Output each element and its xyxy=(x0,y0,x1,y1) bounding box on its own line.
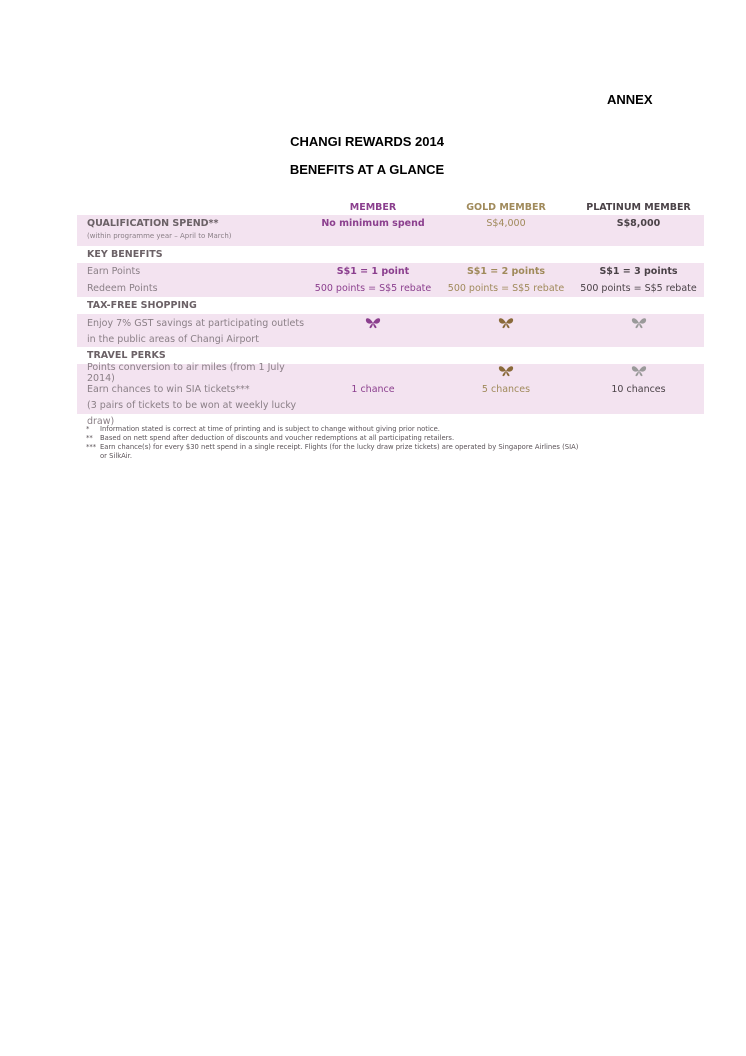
annex-label: ANNEX xyxy=(607,92,653,107)
butterfly-platinum-icon xyxy=(631,317,647,329)
earn-points-member: S$1 = 1 point xyxy=(336,266,410,277)
footnote-text: Information stated is correct at time of printing and is subject to change without giving prior notice. xyxy=(100,425,440,433)
sia-tickets-cell xyxy=(77,382,307,430)
column-gold-member: GOLD MEMBER xyxy=(466,202,546,213)
tax-free-cell xyxy=(77,316,307,348)
sia-tickets-member: 1 chance xyxy=(351,384,395,395)
title-line-1: CHANGI REWARDS 2014 xyxy=(290,134,444,149)
air-miles-gold xyxy=(439,365,573,380)
title-line-2: BENEFITS AT A GLANCE xyxy=(289,162,445,177)
qualification-platinum: S$8,000 xyxy=(616,218,661,229)
footnotes xyxy=(86,425,586,461)
column-member: MEMBER xyxy=(349,202,397,213)
air-miles-label: Points conversion to air miles (from 1 July 2014) xyxy=(87,361,285,384)
travel-heading: TRAVEL PERKS xyxy=(87,350,166,361)
tax-free-platinum xyxy=(573,317,704,332)
butterfly-gold-icon xyxy=(498,365,514,377)
redeem-points-row xyxy=(77,280,704,297)
tax-free-member xyxy=(307,317,439,332)
earn-points-label: Earn Points xyxy=(87,266,141,277)
sia-tickets-platinum: 10 chances xyxy=(611,384,666,395)
air-miles-row xyxy=(77,361,704,384)
column-platinum-member: PLATINUM MEMBER xyxy=(586,202,691,213)
tax-free-line-2: in the public areas of Changi Airport xyxy=(87,334,259,345)
tax-free-line-1: Enjoy 7% GST savings at participating outlets xyxy=(87,318,305,329)
footnote-mark: *** xyxy=(86,443,97,451)
redeem-points-platinum: 500 points = S$5 rebate xyxy=(580,283,697,294)
footnote-text: Based on nett spend after deduction of discounts and voucher redemptions at all participating retailers. xyxy=(100,434,455,442)
key-benefits-heading-row xyxy=(77,246,704,263)
butterfly-member-icon xyxy=(365,317,381,329)
footnote-mark: ** xyxy=(86,434,93,442)
earn-points-gold: S$1 = 2 points xyxy=(466,266,546,277)
redeem-points-gold: 500 points = S$5 rebate xyxy=(447,283,565,294)
benefits-table xyxy=(77,200,704,427)
footnote-1 xyxy=(86,425,586,434)
tax-free-heading-row xyxy=(77,297,704,314)
footnote-2 xyxy=(86,434,586,443)
tax-free-heading: TAX-FREE SHOPPING xyxy=(87,300,197,311)
key-benefits-heading: KEY BENEFITS xyxy=(87,249,163,260)
qualification-row xyxy=(77,215,704,246)
redeem-points-label: Redeem Points xyxy=(87,283,158,294)
footnote-text: Earn chance(s) for every $30 nett spend in a single receipt. Flights (for the lucky draw prize tickets) are operated by Singapore Airlines (SIA) or SilkAir. xyxy=(100,443,579,460)
sia-tickets-gold: 5 chances xyxy=(481,384,531,395)
redeem-points-member: 500 points = S$5 rebate xyxy=(314,283,432,294)
document-title xyxy=(0,128,746,184)
qualification-label: QUALIFICATION SPEND** xyxy=(87,218,219,229)
qualification-member: No minimum spend xyxy=(321,218,425,229)
footnote-3 xyxy=(86,443,586,461)
earn-points-row xyxy=(77,263,704,280)
earn-points-platinum: S$1 = 3 points xyxy=(599,266,678,277)
table-header-row xyxy=(77,200,704,215)
sia-tickets-row xyxy=(77,381,704,427)
qualification-gold: S$4,000 xyxy=(486,218,526,229)
qualification-cell xyxy=(77,218,307,240)
tax-free-gold xyxy=(439,317,573,332)
butterfly-gold-icon xyxy=(498,317,514,329)
sia-tickets-sublabel: (3 pairs of tickets to be won at weekly lucky draw) xyxy=(87,400,297,427)
butterfly-platinum-icon xyxy=(631,365,647,377)
footnote-mark: * xyxy=(86,425,90,433)
air-miles-platinum xyxy=(573,365,704,380)
tax-free-row xyxy=(77,314,704,347)
sia-tickets-label: Earn chances to win SIA tickets*** xyxy=(87,384,250,395)
qualification-sublabel: (within programme year – April to March) xyxy=(87,232,232,240)
